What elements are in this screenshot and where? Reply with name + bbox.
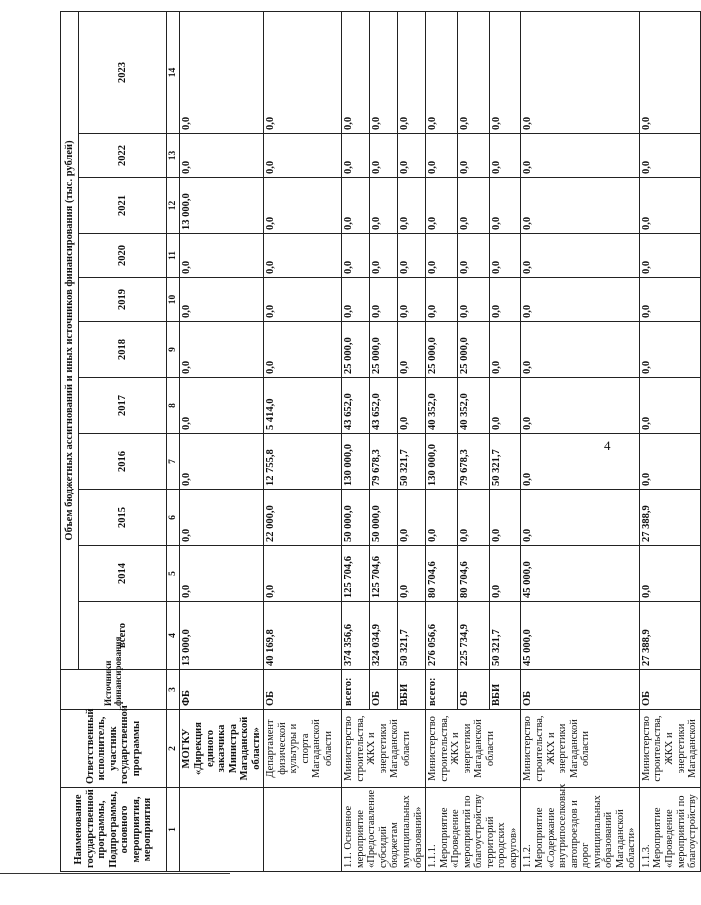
budget-table bbox=[60, 11, 701, 872]
row-year-value: 0,0 bbox=[521, 134, 639, 178]
row-year-value: 0,0 bbox=[489, 322, 521, 378]
row-year-value: 0,0 bbox=[639, 322, 700, 378]
col-number: 9 bbox=[167, 322, 180, 378]
row-year-value: 0,0 bbox=[489, 378, 521, 434]
row-year-value: 0,0 bbox=[457, 278, 489, 322]
header-total: всего bbox=[79, 602, 167, 670]
row-year-value: 0,0 bbox=[426, 490, 458, 546]
header-year: 2014 bbox=[79, 546, 167, 602]
row-year-value: 0,0 bbox=[639, 546, 700, 602]
row-year-value: 0,0 bbox=[398, 378, 426, 434]
row-year-value: 0,0 bbox=[264, 546, 342, 602]
row-year-value: 25 000,0 bbox=[370, 322, 398, 378]
row-year-value: 25 000,0 bbox=[457, 322, 489, 378]
row-responsible: Министерство строительства, ЖКХ и энергетики Магаданской области bbox=[426, 710, 521, 788]
row-year-value: 45 000,0 bbox=[521, 546, 639, 602]
row-year-value: 0,0 bbox=[180, 322, 264, 378]
row-year-value: 0,0 bbox=[489, 11, 521, 133]
header-volume: Объем бюджетных ассигнований и иных источников финансирования (тыс. рублей) bbox=[61, 11, 79, 669]
row-year-value: 0,0 bbox=[639, 378, 700, 434]
row-name: 1.1. Основное мероприятие «Предоставление субсидий бюджетам муниципальных образований» bbox=[342, 788, 426, 872]
row-year-value: 0,0 bbox=[489, 178, 521, 234]
row-source: ВБИ bbox=[489, 670, 521, 710]
row-source: всего: bbox=[426, 670, 458, 710]
row-year-value: 13 000,0 bbox=[180, 178, 264, 234]
row-year-value: 50 000,0 bbox=[370, 490, 398, 546]
row-year-value: 0,0 bbox=[426, 178, 458, 234]
col-number: 12 bbox=[167, 178, 180, 234]
row-name bbox=[264, 788, 342, 872]
row-year-value: 0,0 bbox=[426, 11, 458, 133]
row-year-value: 0,0 bbox=[370, 278, 398, 322]
row-year-value: 0,0 bbox=[264, 134, 342, 178]
row-responsible: Министерство строительства, ЖКХ и энергетики Магаданской области bbox=[521, 710, 639, 788]
row-year-value: 80 704,6 bbox=[457, 546, 489, 602]
row-year-value: 0,0 bbox=[264, 234, 342, 278]
col-number: 6 bbox=[167, 490, 180, 546]
row-year-value: 0,0 bbox=[457, 178, 489, 234]
row-year-value: 80 704,6 bbox=[426, 546, 458, 602]
row-year-value: 130 000,0 bbox=[342, 434, 370, 490]
row-year-value: 22 000,0 bbox=[264, 490, 342, 546]
row-year-value: 0,0 bbox=[457, 134, 489, 178]
row-year-value: 79 678,3 bbox=[370, 434, 398, 490]
row-responsible: Министерство строительства, ЖКХ и энергетики Магаданской области bbox=[342, 710, 426, 788]
table-row bbox=[264, 11, 342, 871]
header-year: 2019 bbox=[79, 278, 167, 322]
row-year-value: 0,0 bbox=[639, 134, 700, 178]
row-year-value: 0,0 bbox=[342, 234, 370, 278]
row-year-value: 125 704,6 bbox=[370, 546, 398, 602]
row-responsible: Министерство строительства, ЖКХ и энергетики Магаданской bbox=[639, 710, 700, 788]
row-name: 1.1.1. Мероприятие «Проведение мероприятий по благоустройству территорий городских округов» bbox=[426, 788, 521, 872]
row-year-value: 0,0 bbox=[180, 546, 264, 602]
row-responsible: Департамент физической культуры и спорта Магаданской области bbox=[264, 710, 342, 788]
row-source: ОБ bbox=[370, 670, 398, 710]
row-year-value: 0,0 bbox=[457, 11, 489, 133]
row-year-value: 0,0 bbox=[521, 434, 639, 490]
col-number: 5 bbox=[167, 546, 180, 602]
row-year-value: 0,0 bbox=[264, 11, 342, 133]
row-year-value: 0,0 bbox=[521, 322, 639, 378]
col-number: 7 bbox=[167, 434, 180, 490]
scan-edge-line bbox=[0, 873, 230, 874]
row-year-value: 0,0 bbox=[398, 490, 426, 546]
table-row bbox=[342, 11, 370, 871]
col-number: 4 bbox=[167, 602, 180, 670]
row-total-value: 50 321,7 bbox=[398, 602, 426, 670]
row-year-value: 0,0 bbox=[180, 234, 264, 278]
row-total-value: 276 056,6 bbox=[426, 602, 458, 670]
col-number: 14 bbox=[167, 11, 180, 133]
row-year-value: 40 352,0 bbox=[457, 378, 489, 434]
row-year-value: 0,0 bbox=[264, 178, 342, 234]
row-year-value: 0,0 bbox=[489, 234, 521, 278]
row-year-value: 0,0 bbox=[370, 134, 398, 178]
header-year: 2015 bbox=[79, 490, 167, 546]
row-year-value: 0,0 bbox=[521, 278, 639, 322]
table-row bbox=[521, 11, 639, 871]
row-total-value: 374 356,6 bbox=[342, 602, 370, 670]
row-year-value: 0,0 bbox=[180, 378, 264, 434]
row-year-value: 0,0 bbox=[342, 278, 370, 322]
header-year: 2016 bbox=[79, 434, 167, 490]
header-name: Наименование государственной программы, Подпрограммы, основного мероприятия, мероприятия bbox=[61, 788, 167, 872]
row-year-value: 79 678,3 bbox=[457, 434, 489, 490]
col-number: 1 bbox=[167, 788, 180, 872]
col-number: 10 bbox=[167, 278, 180, 322]
row-year-value: 25 000,0 bbox=[426, 322, 458, 378]
column-number-row bbox=[167, 11, 180, 871]
row-year-value: 0,0 bbox=[342, 11, 370, 133]
row-year-value: 0,0 bbox=[426, 134, 458, 178]
row-year-value: 0,0 bbox=[489, 546, 521, 602]
row-total-value: 225 734,9 bbox=[457, 602, 489, 670]
row-source: ОБ bbox=[521, 670, 639, 710]
col-number: 8 bbox=[167, 378, 180, 434]
col-number: 13 bbox=[167, 134, 180, 178]
row-year-value: 0,0 bbox=[457, 234, 489, 278]
table-row bbox=[426, 11, 458, 871]
row-year-value: 5 414,0 bbox=[264, 378, 342, 434]
row-year-value: 0,0 bbox=[639, 434, 700, 490]
row-year-value: 0,0 bbox=[521, 490, 639, 546]
row-year-value: 125 704,6 bbox=[342, 546, 370, 602]
row-year-value: 0,0 bbox=[180, 134, 264, 178]
row-year-value: 0,0 bbox=[398, 178, 426, 234]
row-year-value: 0,0 bbox=[426, 234, 458, 278]
header-source: Источники финансирования bbox=[61, 670, 167, 710]
row-year-value: 0,0 bbox=[398, 546, 426, 602]
col-number: 11 bbox=[167, 234, 180, 278]
row-year-value: 0,0 bbox=[398, 278, 426, 322]
row-year-value: 0,0 bbox=[398, 11, 426, 133]
row-year-value: 0,0 bbox=[639, 178, 700, 234]
row-source: ФБ bbox=[180, 670, 264, 710]
row-year-value: 0,0 bbox=[398, 322, 426, 378]
row-year-value: 0,0 bbox=[639, 11, 700, 133]
row-year-value: 0,0 bbox=[398, 134, 426, 178]
row-year-value: 0,0 bbox=[521, 234, 639, 278]
row-year-value: 0,0 bbox=[489, 134, 521, 178]
header-year: 2021 bbox=[79, 178, 167, 234]
row-year-value: 0,0 bbox=[264, 322, 342, 378]
row-name: 1.1.3. Мероприятие «Проведение мероприятий по благоустройству bbox=[639, 788, 700, 872]
row-source: ОБ bbox=[264, 670, 342, 710]
row-year-value: 0,0 bbox=[370, 234, 398, 278]
row-year-value: 0,0 bbox=[342, 178, 370, 234]
row-total-value: 40 169,8 bbox=[264, 602, 342, 670]
row-year-value: 0,0 bbox=[370, 11, 398, 133]
row-total-value: 27 388,9 bbox=[639, 602, 700, 670]
row-year-value: 0,0 bbox=[457, 490, 489, 546]
row-total-value: 13 000,0 bbox=[180, 602, 264, 670]
header-year: 2017 bbox=[79, 378, 167, 434]
header-year: 2022 bbox=[79, 134, 167, 178]
row-year-value: 0,0 bbox=[398, 234, 426, 278]
row-year-value: 43 652,0 bbox=[342, 378, 370, 434]
col-number: 3 bbox=[167, 670, 180, 710]
row-name: 1.1.2. Мероприятие «Содержание внутрипоселковых автопроездов и дорог муниципальных образований Магаданской области» bbox=[521, 788, 639, 872]
row-year-value: 27 388,9 bbox=[639, 490, 700, 546]
row-total-value: 45 000,0 bbox=[521, 602, 639, 670]
row-year-value: 0,0 bbox=[370, 178, 398, 234]
row-responsible: МОГКУ «Дирекция единого заказчика Министра Магаданской области» bbox=[180, 710, 264, 788]
table-row bbox=[180, 11, 264, 871]
row-year-value: 0,0 bbox=[180, 278, 264, 322]
row-year-value: 25 000,0 bbox=[342, 322, 370, 378]
row-year-value: 0,0 bbox=[180, 11, 264, 133]
row-year-value: 43 652,0 bbox=[370, 378, 398, 434]
table-body bbox=[180, 11, 700, 871]
table-row bbox=[639, 11, 700, 871]
row-year-value: 0,0 bbox=[264, 278, 342, 322]
row-year-value: 0,0 bbox=[489, 278, 521, 322]
row-source: ОБ bbox=[639, 670, 700, 710]
row-total-value: 50 321,7 bbox=[489, 602, 521, 670]
row-year-value: 0,0 bbox=[180, 490, 264, 546]
header-year: 2023 bbox=[79, 11, 167, 133]
row-year-value: 0,0 bbox=[639, 234, 700, 278]
row-year-value: 0,0 bbox=[639, 278, 700, 322]
row-year-value: 130 000,0 bbox=[426, 434, 458, 490]
row-year-value: 40 352,0 bbox=[426, 378, 458, 434]
page-number: 4 bbox=[604, 438, 611, 453]
row-name bbox=[180, 788, 264, 872]
row-year-value: 0,0 bbox=[521, 11, 639, 133]
row-year-value: 12 755,8 bbox=[264, 434, 342, 490]
row-year-value: 0,0 bbox=[521, 178, 639, 234]
header-year: 2018 bbox=[79, 322, 167, 378]
row-total-value: 324 034,9 bbox=[370, 602, 398, 670]
row-year-value: 0,0 bbox=[521, 378, 639, 434]
row-year-value: 0,0 bbox=[180, 434, 264, 490]
row-year-value: 0,0 bbox=[342, 134, 370, 178]
rotated-budget-table bbox=[60, 12, 699, 872]
row-year-value: 50 321,7 bbox=[489, 434, 521, 490]
row-year-value: 0,0 bbox=[426, 278, 458, 322]
header-year: 2020 bbox=[79, 234, 167, 278]
row-source: ОБ bbox=[457, 670, 489, 710]
header-responsible: Ответственный исполнитель, участник государственной программы bbox=[61, 710, 167, 788]
row-source: всего: bbox=[342, 670, 370, 710]
row-year-value: 50 321,7 bbox=[398, 434, 426, 490]
col-number: 2 bbox=[167, 710, 180, 788]
row-year-value: 50 000,0 bbox=[342, 490, 370, 546]
row-source: ВБИ bbox=[398, 670, 426, 710]
row-year-value: 0,0 bbox=[489, 490, 521, 546]
